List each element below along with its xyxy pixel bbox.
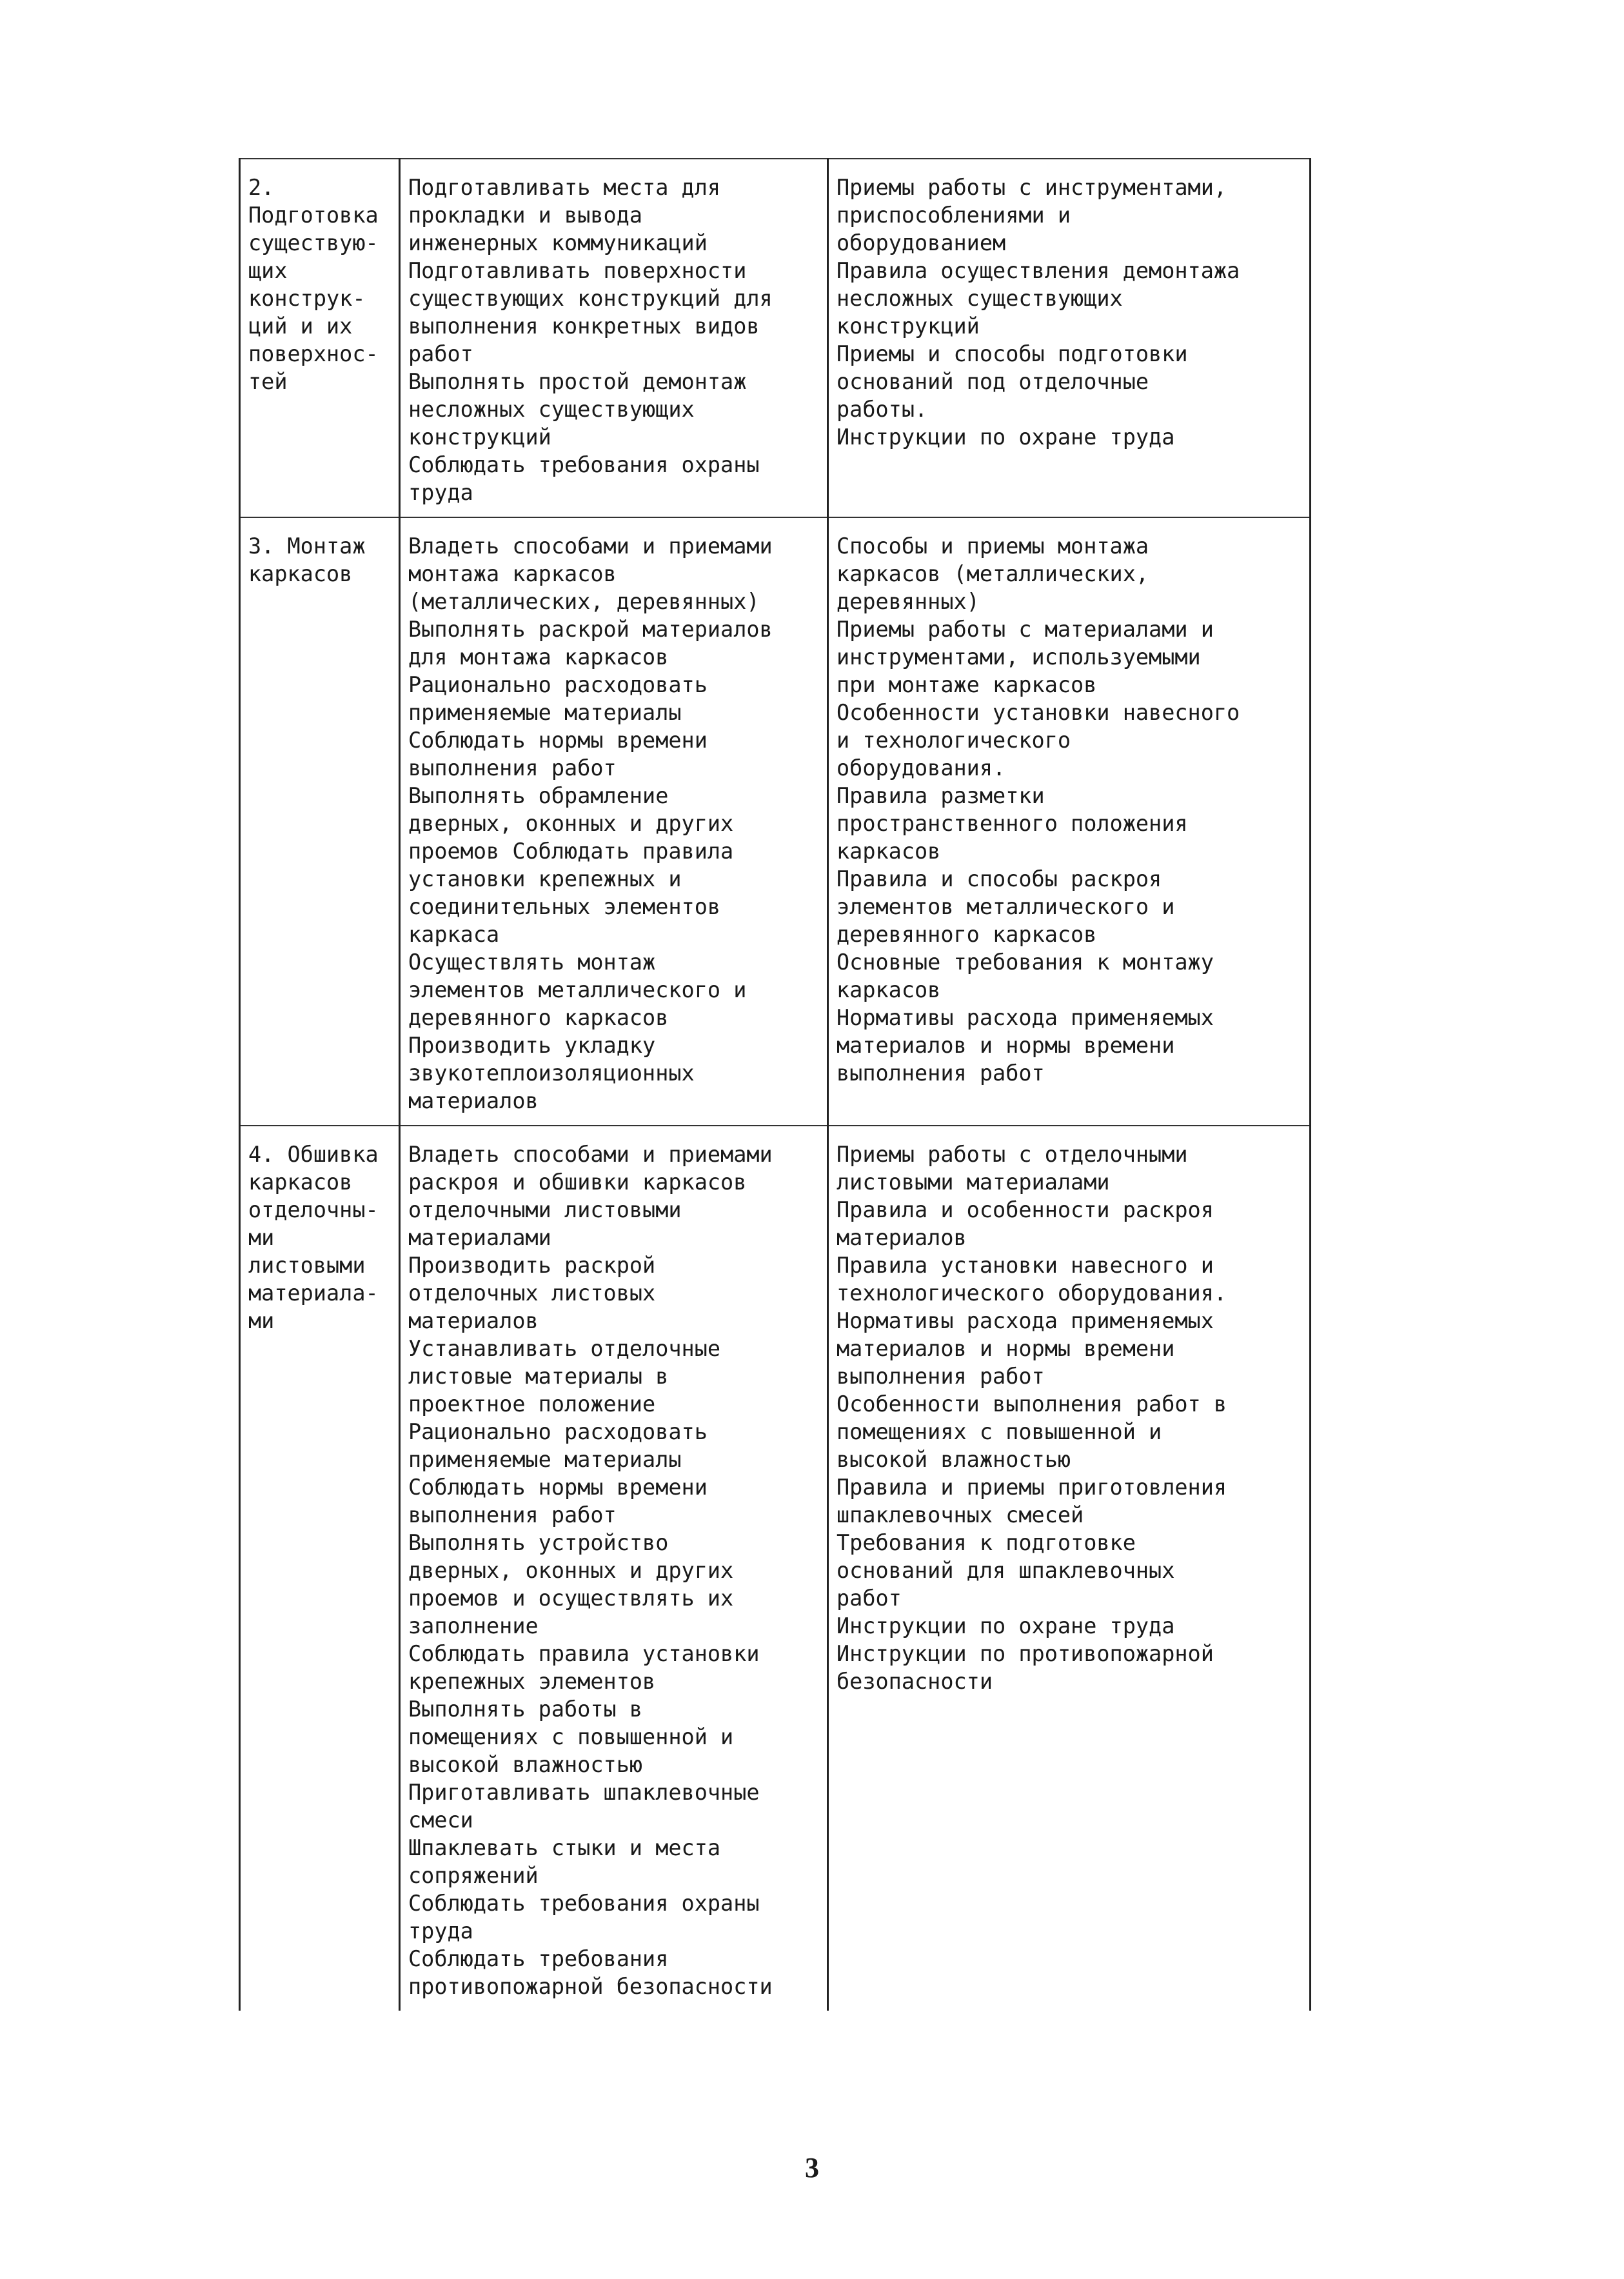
cell-line: Соблюдать требования охраны bbox=[408, 452, 760, 477]
cell-line: выполнения работ bbox=[837, 1364, 1045, 1389]
table-row bbox=[240, 174, 1311, 517]
cell-line: оснований для шпаклевочных bbox=[837, 1558, 1175, 1583]
cell-line: 2. bbox=[248, 175, 275, 200]
cell-line: соединительных элементов bbox=[408, 894, 721, 919]
knowledge-cell bbox=[828, 1140, 1311, 2011]
skills-cell bbox=[400, 532, 828, 1126]
cell-line: работ bbox=[408, 341, 473, 366]
cell-line: Устанавливать отделочные bbox=[408, 1336, 721, 1361]
cell-line: существующих конструкций для bbox=[408, 286, 773, 311]
document-page bbox=[239, 158, 1309, 2011]
cell-line: элементов металлического и bbox=[408, 977, 747, 1002]
cell-line: (металлических, деревянных) bbox=[408, 589, 760, 614]
cell-line: проемов Соблюдать правила bbox=[408, 839, 734, 864]
cell-line: Правила и особенности раскроя bbox=[837, 1197, 1214, 1222]
cell-line: Подготавливать места для bbox=[408, 175, 721, 200]
cell-line: отделочными листовыми bbox=[408, 1197, 682, 1222]
cell-line: Соблюдать нормы времени bbox=[408, 728, 708, 753]
cell-line: для монтажа каркасов bbox=[408, 644, 669, 670]
row-separator bbox=[240, 517, 1311, 532]
cell-line: Выполнять устройство bbox=[408, 1530, 669, 1555]
cell-line: приспособлениями и bbox=[837, 203, 1071, 228]
cell-line: применяемые материалы bbox=[408, 700, 682, 725]
cell-line: оснований под отделочные bbox=[837, 369, 1149, 394]
cell-line: деревянного каркасов bbox=[408, 1005, 669, 1030]
cell-line: Инструкции по охране труда bbox=[837, 424, 1175, 450]
cell-line: инженерных коммуникаций bbox=[408, 230, 708, 255]
cell-line: установки крепежных и bbox=[408, 866, 682, 891]
cell-line: каркаса bbox=[408, 922, 500, 947]
cell-line: Правила установки навесного и bbox=[837, 1253, 1214, 1278]
cell-line: Выполнять простой демонтаж bbox=[408, 369, 747, 394]
cell-line: Осуществлять монтаж bbox=[408, 950, 656, 975]
cell-line: технологического оборудования. bbox=[837, 1280, 1227, 1306]
cell-line: работ bbox=[837, 1586, 902, 1611]
cell-line: противопожарной безопасности bbox=[408, 1974, 773, 1999]
cell-line: труда bbox=[408, 480, 473, 505]
cell-line: Приемы работы с отделочными bbox=[837, 1142, 1188, 1167]
cell-line: выполнения конкретных видов bbox=[408, 313, 760, 339]
cell-line: оборудованием bbox=[837, 230, 1006, 255]
cell-line: Выполнять обрамление bbox=[408, 783, 669, 808]
cell-line: безопасности bbox=[837, 1669, 993, 1694]
cell-line: материалов и нормы времени bbox=[837, 1033, 1175, 1058]
cell-line: выполнения работ bbox=[408, 1502, 617, 1528]
cell-line: и технологического bbox=[837, 728, 1071, 753]
cell-line: Выполнять раскрой материалов bbox=[408, 617, 773, 642]
cell-line: оборудования. bbox=[837, 755, 1006, 781]
stage-cell bbox=[240, 174, 400, 517]
cell-line: дверных, оконных и других bbox=[408, 1558, 734, 1583]
cell-line: пространственного положения bbox=[837, 811, 1188, 836]
cell-line: Правила и приемы приготовления bbox=[837, 1475, 1227, 1500]
cell-line: Приемы работы с материалами и bbox=[837, 617, 1214, 642]
cell-line: помещениях с повышенной и bbox=[837, 1419, 1162, 1444]
cell-line: дверных, оконных и других bbox=[408, 811, 734, 836]
cell-line: выполнения работ bbox=[408, 755, 617, 781]
page-number: 3 bbox=[805, 2152, 819, 2184]
cell-line: 4. Обшивка bbox=[248, 1142, 379, 1167]
cell-line: Инструкции по противопожарной bbox=[837, 1641, 1214, 1666]
cell-line: материалов bbox=[408, 1308, 539, 1333]
cell-line: ми bbox=[248, 1225, 275, 1250]
cell-line: заполнение bbox=[408, 1613, 539, 1638]
cell-line: щих bbox=[248, 258, 288, 283]
cell-line: звукотеплоизоляционных bbox=[408, 1060, 695, 1086]
cell-line: листовыми bbox=[248, 1253, 366, 1278]
cell-line: Рационально расходовать bbox=[408, 672, 708, 697]
cell-line: Приготавливать шпаклевочные bbox=[408, 1780, 760, 1805]
cell-line: отделочных листовых bbox=[408, 1280, 656, 1306]
stage-cell bbox=[240, 532, 400, 1126]
knowledge-cell bbox=[828, 174, 1311, 517]
cell-line: конструкций bbox=[837, 313, 980, 339]
cell-line: каркасов bbox=[837, 977, 941, 1002]
cell-line: поверхнос- bbox=[248, 341, 379, 366]
cell-line: труда bbox=[408, 1918, 473, 1944]
cell-line: ций и их bbox=[248, 313, 353, 339]
cell-line: Нормативы расхода применяемых bbox=[837, 1005, 1214, 1030]
cell-line: Основные требования к монтажу bbox=[837, 950, 1214, 975]
cell-line: материалов bbox=[408, 1088, 539, 1113]
cell-line: Выполнять работы в bbox=[408, 1697, 643, 1722]
cell-line: Подготавливать поверхности bbox=[408, 258, 747, 283]
cell-line: каркасов bbox=[248, 1169, 353, 1195]
stage-cell bbox=[240, 1140, 400, 2011]
table-row bbox=[240, 532, 1311, 1126]
cell-line: элементов металлического и bbox=[837, 894, 1175, 919]
cell-line: ми bbox=[248, 1308, 275, 1333]
cell-line: монтажа каркасов bbox=[408, 561, 617, 586]
cell-line: каркасов bbox=[837, 839, 941, 864]
cell-line: прокладки и вывода bbox=[408, 203, 643, 228]
cell-line: конструк- bbox=[248, 286, 366, 311]
cell-line: Владеть способами и приемами bbox=[408, 533, 773, 559]
cell-line: Подготовка bbox=[248, 203, 379, 228]
cell-line: листовыми материалами bbox=[837, 1169, 1110, 1195]
cell-line: Приемы работы с инструментами, bbox=[837, 175, 1227, 200]
cell-line: Соблюдать правила установки bbox=[408, 1641, 760, 1666]
cell-line: материалов bbox=[837, 1225, 967, 1250]
cell-line: инструментами, используемыми bbox=[837, 644, 1201, 670]
cell-line: Соблюдать требования bbox=[408, 1946, 669, 1971]
cell-line: конструкций bbox=[408, 424, 551, 450]
cell-line: Производить укладку bbox=[408, 1033, 656, 1058]
cell-line: Правила и способы раскроя bbox=[837, 866, 1162, 891]
cell-line: деревянного каркасов bbox=[837, 922, 1097, 947]
cell-line: материалов и нормы времени bbox=[837, 1336, 1175, 1361]
cell-line: помещениях с повышенной и bbox=[408, 1724, 734, 1749]
cell-line: материалами bbox=[408, 1225, 551, 1250]
cell-line: выполнения работ bbox=[837, 1060, 1045, 1086]
cell-line: крепежных элементов bbox=[408, 1669, 656, 1694]
cell-line: отделочны- bbox=[248, 1197, 379, 1222]
cell-line: каркасов (металлических, bbox=[837, 561, 1149, 586]
cell-line: Производить раскрой bbox=[408, 1253, 656, 1278]
row-separator bbox=[240, 159, 1311, 174]
cell-line: Правила осуществления демонтажа bbox=[837, 258, 1240, 283]
cell-line: Приемы и способы подготовки bbox=[837, 341, 1188, 366]
cell-line: Рационально расходовать bbox=[408, 1419, 708, 1444]
row-separator bbox=[240, 1126, 1311, 1140]
cell-line: Требования к подготовке bbox=[837, 1530, 1136, 1555]
cell-line: при монтаже каркасов bbox=[837, 672, 1097, 697]
cell-line: Соблюдать требования охраны bbox=[408, 1891, 760, 1916]
cell-line: применяемые материалы bbox=[408, 1447, 682, 1472]
cell-line: работы. bbox=[837, 397, 928, 422]
cell-line: Особенности выполнения работ в bbox=[837, 1391, 1227, 1417]
cell-line: раскроя и обшивки каркасов bbox=[408, 1169, 747, 1195]
cell-line: высокой влажностью bbox=[408, 1752, 643, 1777]
cell-line: деревянных) bbox=[837, 589, 980, 614]
cell-line: Инструкции по охране труда bbox=[837, 1613, 1175, 1638]
knowledge-cell bbox=[828, 532, 1311, 1126]
cell-line: Способы и приемы монтажа bbox=[837, 533, 1149, 559]
cell-line: проектное положение bbox=[408, 1391, 656, 1417]
cell-line: несложных существующих bbox=[837, 286, 1123, 311]
cell-line: материала- bbox=[248, 1280, 379, 1306]
skills-cell bbox=[400, 1140, 828, 2011]
cell-line: Владеть способами и приемами bbox=[408, 1142, 773, 1167]
cell-line: шпаклевочных смесей bbox=[837, 1502, 1084, 1528]
cell-line: высокой влажностью bbox=[837, 1447, 1071, 1472]
cell-line: Особенности установки навесного bbox=[837, 700, 1240, 725]
cell-line: сопряжений bbox=[408, 1863, 539, 1888]
cell-line: Шпаклевать стыки и места bbox=[408, 1835, 721, 1860]
cell-line: смеси bbox=[408, 1807, 473, 1833]
cell-line: существую- bbox=[248, 230, 379, 255]
cell-line: листовые материалы в bbox=[408, 1364, 669, 1389]
cell-line: 3. Монтаж bbox=[248, 533, 366, 559]
cell-line: тей bbox=[248, 369, 288, 394]
cell-line: проемов и осуществлять их bbox=[408, 1586, 734, 1611]
competency-table bbox=[239, 158, 1311, 2011]
table-row bbox=[240, 1140, 1311, 2011]
skills-cell bbox=[400, 174, 828, 517]
cell-line: Соблюдать нормы времени bbox=[408, 1475, 708, 1500]
cell-line: несложных существующих bbox=[408, 397, 695, 422]
cell-line: Правила разметки bbox=[837, 783, 1045, 808]
cell-line: Нормативы расхода применяемых bbox=[837, 1308, 1214, 1333]
cell-line: каркасов bbox=[248, 561, 353, 586]
